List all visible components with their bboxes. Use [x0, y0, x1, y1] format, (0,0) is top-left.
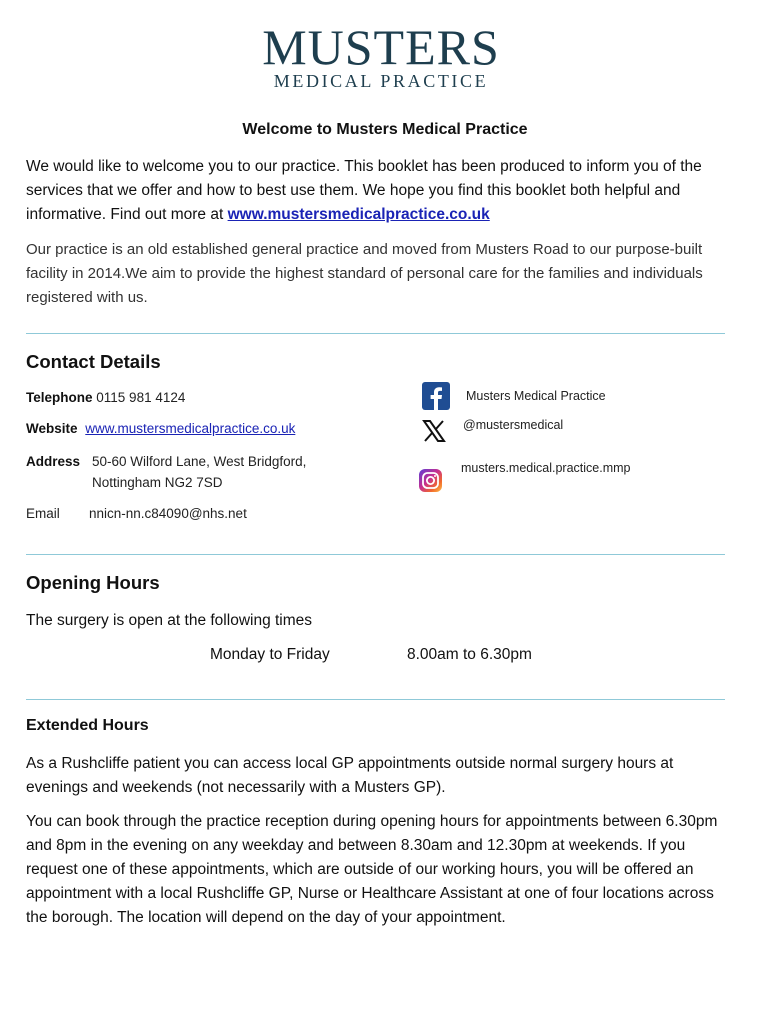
website-label: Website — [26, 421, 78, 436]
extended-hours-heading: Extended Hours — [26, 717, 149, 734]
section-divider — [26, 699, 725, 700]
x-handle: @mustersmedical — [463, 418, 564, 432]
logo-subtitle: MEDICAL PRACTICE — [273, 71, 489, 91]
address-line-2: Nottingham NG2 7SD — [92, 475, 223, 490]
opening-intro: The surgery is open at the following times — [26, 612, 313, 629]
email-value[interactable]: nnicn-nn.c84090@nhs.net — [89, 506, 247, 521]
address-row — [26, 451, 80, 472]
section-divider — [26, 554, 725, 555]
opening-days: Monday to Friday — [210, 646, 330, 663]
instagram-icon[interactable] — [419, 469, 442, 492]
instagram-handle: musters.medical.practice.mmp — [461, 461, 631, 475]
telephone-row — [26, 387, 185, 408]
telephone-value: 0115 981 4124 — [96, 390, 186, 405]
opening-times: 8.00am to 6.30pm — [407, 646, 532, 663]
extended-paragraph-2: You can book through the practice reception during opening hours for appointments between 6.30pm and 8pm in the evening on any weekday and between 8.30am and 12.30pm at weekends. If you request one of these appointments, which are outside of our working hours, you will be offered an appointment with a local Rushcliffe GP, Nurse or Healthcare Assistant at one of four locations across the borough. The location will depend on the day of your appointment. — [26, 813, 718, 926]
opening-hours-heading: Opening Hours — [26, 572, 160, 593]
address-line-1: 50-60 Wilford Lane, West Bridgford, — [92, 454, 307, 469]
address-value — [92, 451, 306, 493]
email-label: Email — [26, 506, 60, 521]
section-divider — [26, 333, 725, 334]
extended-paragraph-1: As a Rushcliffe patient you can access local GP appointments outside normal surgery hours at evenings and weekends (not necessarily with a Musters GP). — [26, 755, 674, 796]
practice-history-paragraph: Our practice is an old established general practice and moved from Musters Road to our purpose-built facility in 2014.We aim to provide the highest standard of personal care for the families and individuals registered with us. — [26, 241, 703, 306]
facebook-handle: Musters Medical Practice — [466, 389, 606, 403]
x-twitter-icon[interactable] — [421, 418, 447, 444]
welcome-title: Welcome to Musters Medical Practice — [242, 121, 528, 138]
website-row — [26, 418, 295, 439]
address-label: Address — [26, 454, 81, 469]
telephone-label: Telephone — [26, 390, 93, 405]
welcome-paragraph — [26, 155, 746, 227]
facebook-icon[interactable] — [422, 382, 450, 410]
contact-heading: Contact Details — [26, 351, 161, 372]
welcome-text: We would like to welcome you to our practice. This booklet has been produced to inform you of the services that we offer and how to best use them. We hope you find this booklet both helpful and informative. Find out more at — [26, 158, 702, 223]
website-link[interactable]: www.mustersmedicalpractice.co.uk — [227, 206, 490, 223]
website-value-link[interactable]: www.mustersmedicalpractice.co.uk — [85, 421, 296, 436]
practice-logo — [245, 19, 517, 75]
logo-wordmark: MUSTERS — [262, 19, 500, 75]
